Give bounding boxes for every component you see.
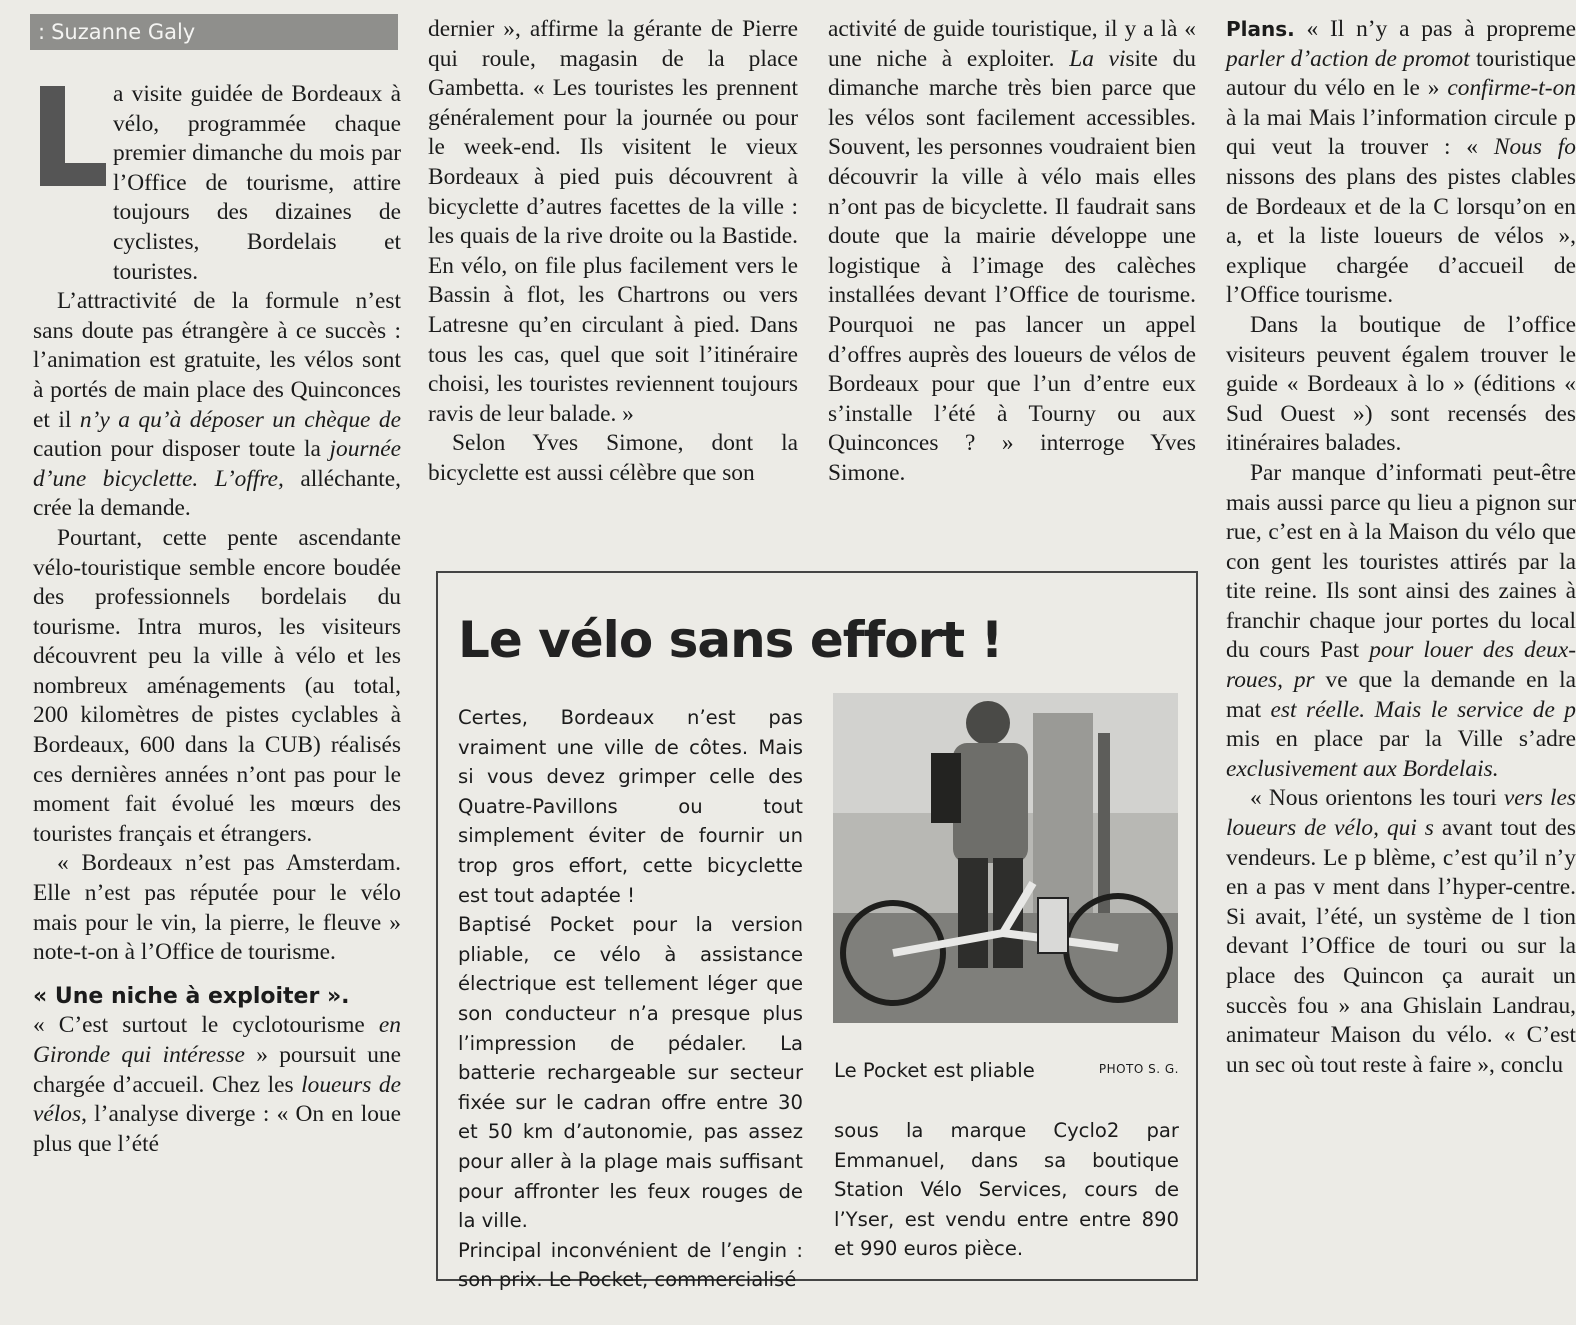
text-run: Par manque d’informati peut-être mais aussi parce qu lieu a pignon sur rue, c’est en à la Maison du vélo que con gent les touristes attirés par la tite reine. Ils sont ainsi des zaines à franchir chaque jour portes du local du cours Past: [1226, 459, 1576, 664]
paragraph-amsterdam: « Bordeaux n’est pas Amsterdam. Elle n’est pas réputée pour le vélo mais pour le vin, la pierre, le fleuve » note-t-on à l’Office de tourisme.: [33, 850, 401, 966]
text-run-italic: parler d’action de promot: [1226, 45, 1470, 72]
byline: [30, 14, 398, 50]
text-run: avant tout des vendeurs. Le p blème, c’est qu’il n’y en a pas v ment dans l’hyper-centre. Si avait, l’été, un système de l tion devant l’Office de touri ou sur la place des Quincon ça aurait un succès fou » ana Ghislain Landrau, animateur Maison du vélo. « C’est un sec où tout reste à faire », conclu: [1226, 815, 1576, 1078]
text-run-italic: n’y a qu’à déposer un chèque de: [79, 406, 401, 433]
subhead-niche: « Une niche à exploiter ».: [33, 983, 350, 1009]
paragraph-boutique: Dans la boutique de l’office visiteurs peuvent égalem trouver le guide « Bordeaux à lo » (éditions « Sud Ouest ») sont recensés des itinéraires balades.: [1226, 311, 1576, 457]
paragraph-yves-simone: Selon Yves Simone, dont la bicyclette est aussi célèbre que son: [428, 430, 798, 486]
box-paragraph-certes: Certes, Bordeaux n’est pas vraiment une ville de côtes. Mais si vous devez grimper celle des Quatre-Pavillons ou tout simplement éviter de fournir un trop gros effort, cette bicyclette est tout adaptée !: [458, 706, 803, 907]
text-run: ve que la demande en la mat: [1226, 667, 1576, 723]
text-run: activité de guide touristique, il y a là « une niche à exploiter.: [828, 16, 1196, 72]
paragraph-plans: [1226, 15, 1576, 311]
paragraph-niche-quote: [828, 15, 1196, 489]
box-text-right: [834, 1116, 1179, 1264]
photo-caption: [834, 1059, 1179, 1082]
text-run-italic: Nous fo: [1493, 134, 1576, 161]
text-run: caution pour disposer toute la: [33, 436, 330, 463]
text-run-italic: loueurs de vélos: [33, 1071, 401, 1128]
text-run: « C’est surtout le cyclotourisme: [33, 1012, 379, 1039]
article-column-1: [33, 80, 401, 1159]
text-run: « Il n’y a pas à propreme: [1294, 16, 1576, 42]
text-run-italic: confirme-t-on: [1447, 75, 1576, 102]
box-paragraph-cyclo2: sous la marque Cyclo2 par Emmanuel, dans sa boutique Station Vélo Services, cours de l’Yser, est vendu entre entre 890 et 990 euros pièce.: [834, 1119, 1179, 1261]
text-run-italic: journée d’une bicyclette. L’offre,: [33, 436, 401, 492]
text-run: L’attractivité de la formule n’est sans doute pas étrangère à ce succès : l’animation est gratuite, les vélos sont à portés de main place des Quinconces et il: [33, 288, 401, 433]
text-run: touristique autour du vélo en: [1226, 45, 1576, 102]
text-run: mis en place par la Ville s’adre: [1226, 726, 1576, 753]
paragraph-pourtant: Pourtant, cette pente ascendante vélo-touristique semble encore boudée des professionnels bordelais du tourisme. Intra muros, les visiteurs découvrent peu la ville à vélo et les nombreux aménagements (au total, 200 kilomètres de pistes cyclables à Bordeaux, 600 dans la CUB) réalisés ces dernières années n’ont pas pour le moment fait évolué les mœurs des touristes français et étrangers.: [33, 524, 401, 847]
paragraph-maison-du-velo: [1226, 459, 1576, 785]
text-run-italic: exclusivement aux Bordelais.: [1226, 755, 1499, 782]
paragraph-nous-orientons: [1226, 784, 1576, 1080]
box-paragraph-inconvenient: Principal inconvénient de l’engin : son prix. Le Pocket, commercialisé: [458, 1238, 803, 1292]
photo-credit: PHOTO S. G.: [1098, 1062, 1179, 1076]
text-run: à la mai Mais l’information circule p qui veut la trouver : «: [1226, 104, 1576, 161]
paragraph-intro: a visite guidée de Bordeaux à vélo, programmée chaque premier dimanche du mois par l’Office de tourisme, attire toujours des dizaines de cyclistes, Bordelais et touristes.: [113, 81, 401, 285]
text-run-italic: vers les loueurs de vélo, qui s: [1226, 785, 1576, 842]
paragraph-gerante: dernier », affirme la gérante de Pierre qui roule, magasin de la place Gambetta. « Les touristes les prennent généralement pour la journée ou pour le week-end. Ils visitent le vieux Bordeaux à pied puis découvrent à bicyclette d’autres facettes de la ville : les quais de la rive droite ou la Bastide. En vélo, on file plus facilement vers le Bassin à flot, les Chartrons ou vers Latresne qu’en circulant à pied. Dans tous les cas, quel que soit l’itinéraire choisi, les touristes reviennent toujours ravis de leur balade. »: [428, 16, 798, 427]
article-column-4: [1226, 15, 1576, 1315]
box-paragraph-pocket: Baptisé Pocket pour la version pliable, ce vélo à assistance électrique est tellement léger que son conducteur n’a presque plus l’impression de pédaler. La batterie rechargeable sur secteur fixée sur le cadran offre entre 30 et 50 km d’autonomie, pas assez pour aller à la plage mais suffisant pour affronter les feux rouges de la ville.: [458, 913, 803, 1233]
text-run: , l’analyse diverge : « On en loue plus que l’été: [33, 1101, 401, 1157]
lead-in-plans: Plans.: [1226, 17, 1295, 41]
paragraph-attractivite: [33, 287, 401, 524]
article-column-2: [428, 15, 798, 489]
bicycle-photo: [833, 693, 1178, 1023]
sidebar-box: [436, 571, 1198, 1292]
text-run: le »: [1403, 75, 1448, 102]
text-run: » poursuit une chargée d’accueil. Chez les: [33, 1042, 401, 1098]
article-column-3: [828, 15, 1196, 489]
text-run-italic: La vi: [1069, 45, 1126, 72]
text-run: site du dimanche marche très bien parce que les vélos sont facilement accessibles. Souvent, les personnes voudraient bien découvrir la ville à vélo mais elles n’ont pas de bicyclette. Il faudrait sans doute que la mairie développe une logistique à l’image des calèches installées devant l’Office de tourisme. Pourquoi ne pas lancer un appel d’offres auprès des loueurs de vélos de Bordeaux pour que l’un d’entre eux s’installe l’été à Tourny ou aux Quinconces ? » interroge Yves Simone.: [828, 45, 1196, 486]
text-run-italic: est réelle. Mais le service de p: [1270, 696, 1576, 723]
caption-text: Le Pocket est pliable: [834, 1059, 1035, 1082]
text-run: « Nous orientons les touri: [1250, 785, 1504, 812]
text-run-italic: pour louer des deux-roues, pr: [1226, 637, 1576, 694]
byline-marker: :: [38, 20, 46, 44]
paragraph-cyclotourisme: [33, 1011, 401, 1159]
text-run: nissons des plans des pistes clables de Bordeaux et de la C lorsqu’on en a, et la liste loueurs de vélos », explique chargée d’accueil de l’Office tourisme.: [1226, 163, 1576, 309]
box-text-left: [458, 703, 803, 1295]
text-run-italic: en Gironde qui intéresse: [33, 1012, 401, 1068]
box-title: Le vélo sans effort !: [458, 611, 1003, 669]
text-run: alléchante, crée la demande.: [33, 465, 401, 522]
photo-illustration: [833, 693, 1178, 1023]
author-name: Suzanne Galy: [51, 20, 196, 44]
